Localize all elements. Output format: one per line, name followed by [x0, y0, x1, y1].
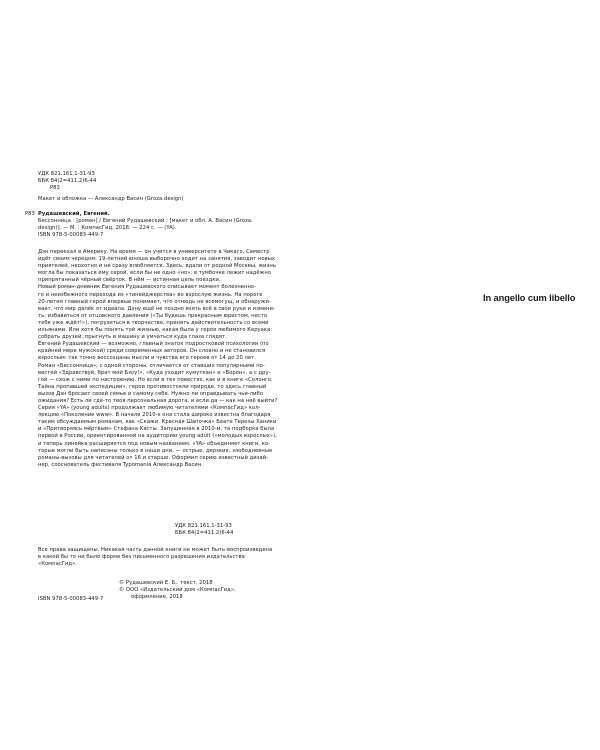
annotation-line: вает, что мир далёк от идеала. Дэну ещё не поздно взять всё в свои руки и измени-: [38, 305, 275, 312]
annotation-line: нер, сооснователь фестиваля Typomania Александр Васин.: [38, 461, 203, 468]
annotation-line: Евгений Рудашевский — возможно, главный знаток подростковой психологии (по: [38, 341, 269, 348]
annotation-line: вестей «Здравствуй, брат мой Бзоу!», «Куда уходит кумуткан» и «Ворон», а с дру-: [38, 369, 271, 376]
annotation-line: торые могли быть написаны только в наши дни, — острые, дерзкие, злободневные: [38, 447, 273, 454]
isbn: ISBN 978-5-00083-449-7: [38, 596, 104, 602]
annotation: [38, 249, 277, 469]
copyright-notice: [119, 580, 236, 601]
annotation-line: Роман «Бессонница», с одной стороны, отличается от ставших популярными по-: [38, 362, 265, 369]
record-line: design)]. — М. : КомпасГид, 2018. — 224 с. — (YA).: [38, 225, 177, 232]
annotation-line: припрятанный чёрный свёрток. В нём — истинная цель поездки.: [38, 277, 221, 284]
annotation-line: вызов Дэн бросает своей семье и самому себе. Нужно ли оправдывать чьи-либо: [38, 390, 264, 397]
rights-line: в какой бы то ни было форме без письменного разрешения издательства: [38, 554, 245, 561]
record-isbn: ISBN 978-5-00083-449-7: [38, 232, 104, 239]
annotation-line: взрослым: так точно воссозданы мысли и чувства его героев от 14 до 20 лет.: [38, 355, 256, 362]
annotation-line: таким обсуждаемым романам, как «Скажи, Красная Шапочка» Беате Терезы Ханики: [38, 419, 277, 426]
copyright-line: © ООО «Издательский дом «КомпасГид»,: [119, 587, 236, 594]
annotation-line: приятелей, неохотно и не сразу влюбляется. Здесь, вдали от родной Москвы, жизнь: [38, 263, 276, 270]
bibliographic-record: [25, 211, 253, 239]
annotation-line: тебя уже ждёт!»), погрузиться в творчество, принять действительность со всеми: [38, 319, 269, 326]
annotation-line: романы-вызовы для читателей от 16 и старше. Оформил серию известный дизай-: [38, 454, 269, 461]
bbk-code: ББК 84(2=411.2)6-44: [175, 530, 234, 537]
copyright-line: © Рудашевский Е. Б., текст, 2018: [119, 580, 213, 586]
annotation-line: гой — схож с ними по настроению. Но если в тех повестях, как и в книге «Солонго.: [38, 376, 273, 383]
annotation-line: ожидания? Есть ли где-то твоя персональная дорога, и если да — как на неё выйти?: [38, 397, 278, 404]
copyright-line: оформление, 2018: [131, 594, 183, 601]
annotation-line: 20-летия главный герой впервые понимает, что отнюдь не всемогущ, и обнаружи-: [38, 298, 271, 305]
author-name: Рудашевский, Евгений.: [38, 211, 110, 217]
annotation-line: собрать друзей, прыгнуть в машину и умчаться куда глаза глядят.: [38, 334, 227, 341]
annotation-line: могла бы показаться ему серой, если бы не одно «но»: в тумбочке лежит надёжно: [38, 270, 272, 277]
epigraph-page: [300, 0, 600, 750]
annotation-line: крайней мере мужской) среди современных авторов. Он словно и не становился: [38, 348, 266, 355]
udk-code: УДК 821.161.1-31-93: [38, 171, 95, 177]
annotation-line: идёт своим чередом: 19-летний юноша выборочно ходит на занятия, заводит новых: [38, 256, 276, 263]
annotation-line: ть: избавиться от отцовского давления («Ты будешь прекрасным юристом, несто: [38, 312, 268, 319]
rights-line: Все права защищены. Никакая часть данной книги не может быть воспроизведена: [38, 547, 273, 553]
record-line: Бессонница : [роман] / Евгений Рудашевский ; [макет и обл. А. Васин (Groza.: [38, 218, 253, 225]
udk-block: [38, 171, 96, 192]
rights-notice: [38, 547, 272, 568]
annotation-line: Тайна пропавшей экспедиции», герои противостояли природе, то здесь главный: [38, 383, 267, 390]
annotation-line: лекцию «Поколение www». В начале 2010-х она стала широко известна благодаря: [38, 412, 271, 419]
rights-line: «КомпасГид».: [38, 561, 77, 568]
annotation-line: Новый роман-дневник Евгения Рудашевского описывает момент болезненно-: [38, 284, 257, 291]
udk-code: УДК 821.161.1-31-93: [175, 523, 232, 529]
annotation-line: изъянами. Или хотя бы понять той жизнью, какая была у героя любимого Керуака:: [38, 327, 273, 334]
annotation-line: Дэн переехал в Америку. На время — он учится в университете в Чикаго. Семестр: [38, 249, 270, 255]
design-credit: Макет и обложка — Александр Васин (Groza.design): [38, 196, 184, 202]
author-mark-left: Р83: [25, 211, 35, 217]
annotation-line: и теперь линейка расширяется под новым названием. «YA» объединяет книги, ко-: [38, 440, 271, 447]
author-mark: Р83: [50, 185, 60, 192]
udk-block-bottom: [175, 523, 233, 537]
annotation-line: первой в России, ориентированной на аудиторию young adult («молодых взрослых»),: [38, 433, 277, 440]
epigraph: In angello cum libello: [483, 293, 576, 303]
annotation-line: и «Притворяясь мёртвым» Стефана Касты. Запущенная в 2010-м, та подборка была: [38, 426, 275, 433]
bbk-code: ББК 84(2=411.2)6-44: [38, 178, 97, 185]
annotation-line: го и неизбежного перехода из «тинейджерства» во взрослую жизнь. На пороге: [38, 291, 263, 298]
annotation-line: Серия «YA» (young adults) продолжает любимую читателями «КомпасГид» кол-: [38, 405, 261, 412]
